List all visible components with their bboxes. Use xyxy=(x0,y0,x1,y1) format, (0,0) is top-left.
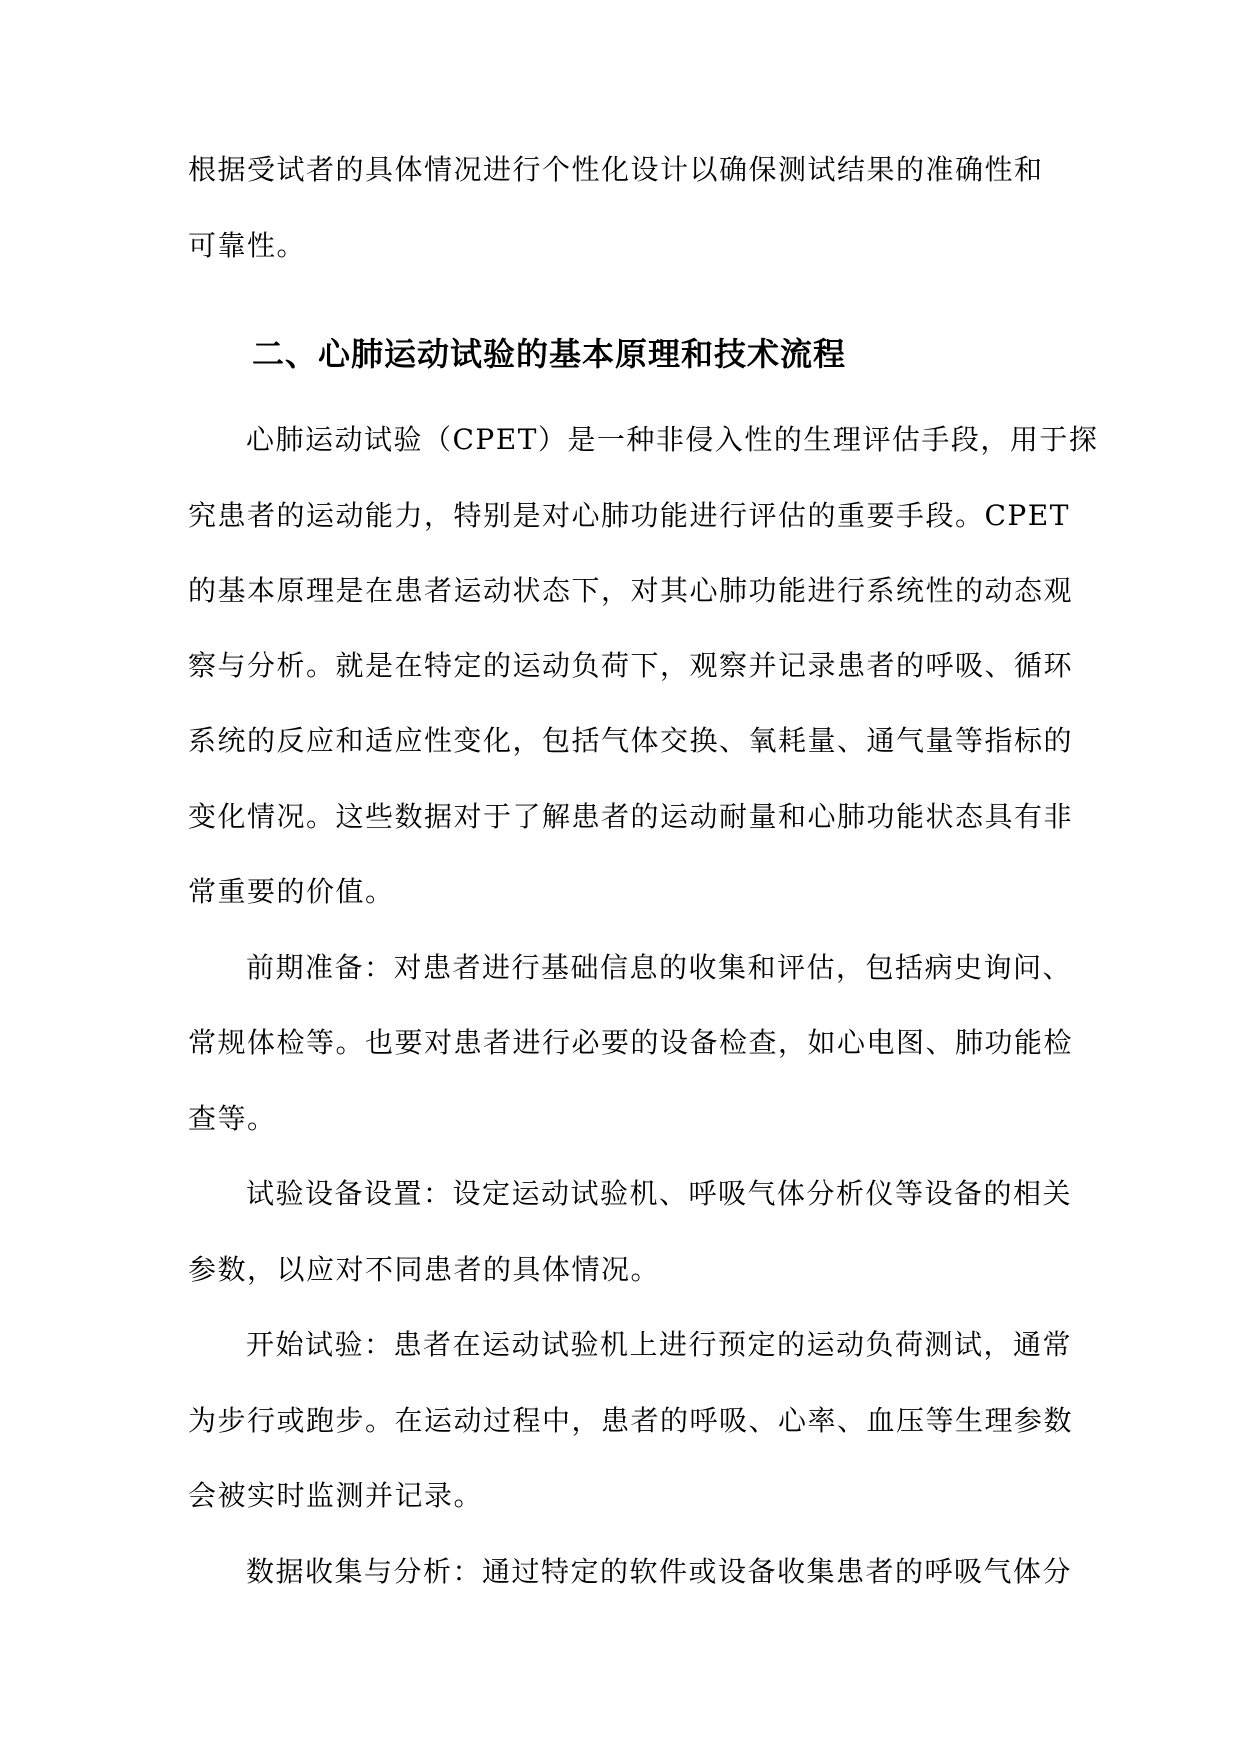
paragraph-line: 查等。 xyxy=(188,1102,277,1135)
paragraph-line: 察与分析。就是在特定的运动负荷下，观察并记录患者的呼吸、循环 xyxy=(188,649,1074,682)
paragraph-line: 会被实时监测并记录。 xyxy=(188,1479,484,1512)
paragraph-line: 参数，以应对不同患者的具体情况。 xyxy=(188,1253,661,1286)
paragraph-line: 可靠性。 xyxy=(188,229,307,262)
paragraph-line: 常重要的价值。 xyxy=(188,875,395,908)
paragraph-line: 开始试验：患者在运动试验机上进行预定的运动负荷测试，通常 xyxy=(246,1328,1073,1361)
paragraph-line: 变化情况。这些数据对于了解患者的运动耐量和心肺功能状态具有非 xyxy=(188,800,1074,833)
paragraph-line: 常规体检等。也要对患者进行必要的设备检查，如心电图、肺功能检 xyxy=(188,1026,1074,1059)
paragraph-line: 根据受试者的具体情况进行个性化设计以确保测试结果的准确性和 xyxy=(188,153,1044,186)
paragraph-line: 数据收集与分析：通过特定的软件或设备收集患者的呼吸气体分 xyxy=(246,1555,1073,1588)
paragraph-line: 试验设备设置：设定运动试验机、呼吸气体分析仪等设备的相关 xyxy=(246,1177,1073,1210)
section-heading: 二、心肺运动试验的基本原理和技术流程 xyxy=(252,335,847,373)
paragraph-line: 的基本原理是在患者运动状态下，对其心肺功能进行系统性的动态观 xyxy=(188,574,1074,607)
paragraph-line: 系统的反应和适应性变化，包括气体交换、氧耗量、通气量等指标的 xyxy=(188,724,1074,757)
paragraph-line: 心肺运动试验（CPET）是一种非侵入性的生理评估手段，用于探 xyxy=(246,423,1099,456)
paragraph-line: 前期准备：对患者进行基础信息的收集和评估，包括病史询问、 xyxy=(246,951,1073,984)
paragraph-line: 究患者的运动能力，特别是对心肺功能进行评估的重要手段。CPET xyxy=(188,499,1070,532)
paragraph-line: 为步行或跑步。在运动过程中，患者的呼吸、心率、血压等生理参数 xyxy=(188,1404,1074,1437)
